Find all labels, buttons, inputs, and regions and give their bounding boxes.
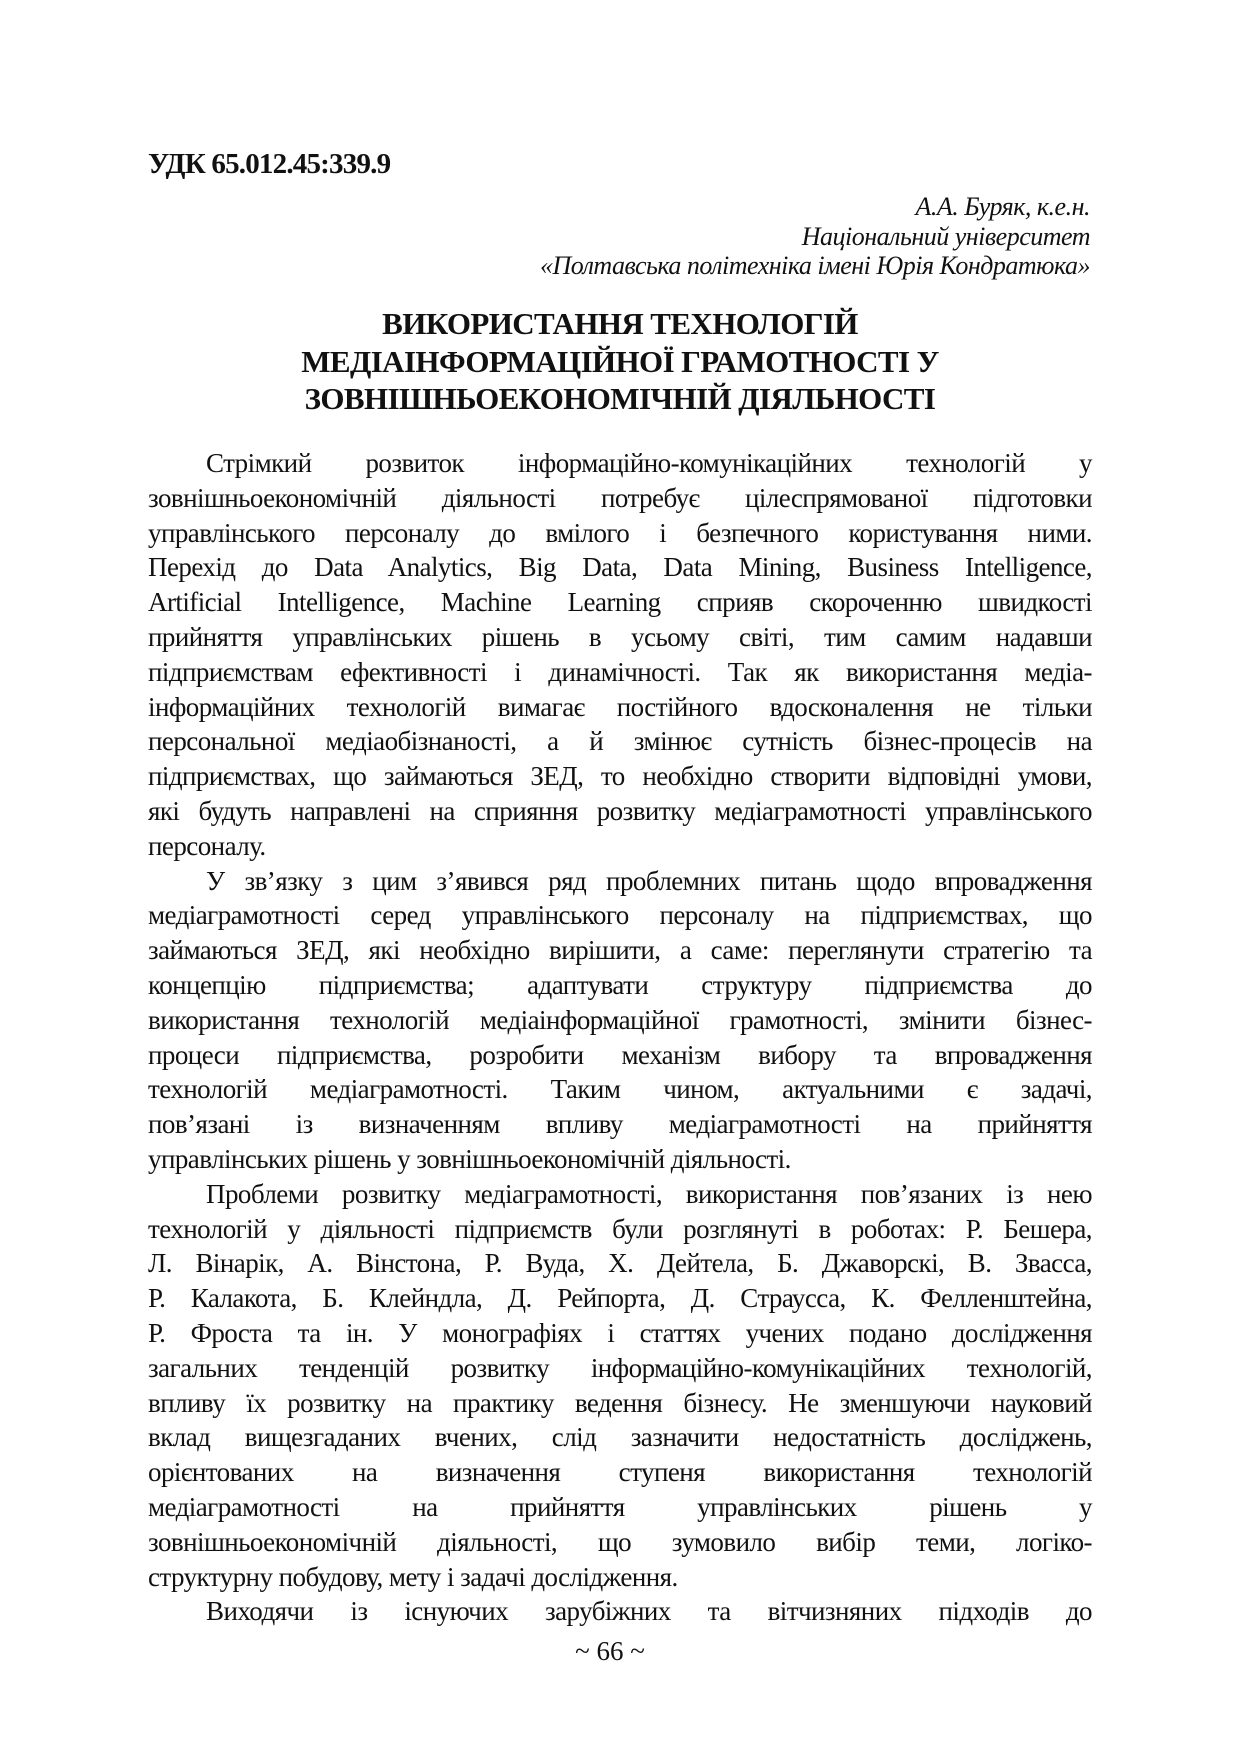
text-line: Стрімкий розвиток інформаційно-комунікаційних технологій у — [206, 448, 1092, 478]
author-name: А.А. Буряк, к.е.н. — [915, 192, 1090, 221]
author-affiliation-university: «Полтавська політехніка імені Юрія Кондратюка» — [539, 251, 1090, 280]
text-line: медіаграмотності на прийняття управлінських рішень у — [148, 1491, 1092, 1522]
text-line: орієнтованих на визначення ступеня використання технологій — [148, 1457, 1092, 1488]
text-line: Л. Вінарік, А. Вінстона, Р. Вуда, Х. Дейтела, Б. Джаворскі, В. Звасса, — [148, 1248, 1092, 1279]
title-line: МЕДІАІНФОРМАЦІЙНОЇ ГРАМОТНОСТІ У — [301, 343, 939, 379]
udc-code: УДК 65.012.45:339.9 — [148, 148, 391, 180]
text-line: вклад вищезгаданих вчених, слід зазначити недостатність досліджень, — [148, 1422, 1092, 1453]
page-number: ~ 66 ~ — [575, 1636, 645, 1666]
text-line: У зв’язку з цим з’явився ряд проблемних питань щодо впровадження — [206, 865, 1092, 896]
text-line: загальних тенденцій розвитку інформаційно-комунікаційних технологій, — [148, 1352, 1092, 1383]
text-line: технологій у діяльності підприємств були розглянуті в роботах: Р. Бешера, — [148, 1213, 1092, 1244]
text-line: зовнішньоекономічній діяльності, що зумовило вибір теми, логіко- — [148, 1526, 1092, 1557]
text-line: Виходячи із існуючих зарубіжних та вітчизняних підходів до — [206, 1596, 1092, 1627]
text-line: підприємствам ефективності і динамічності. Так як використання медіа- — [148, 656, 1092, 687]
paragraph — [148, 864, 1092, 1177]
text-line: впливу їх розвитку на практику ведення бізнесу. Не зменшуючи науковий — [148, 1387, 1092, 1418]
title-line: ВИКОРИСТАННЯ ТЕХНОЛОГІЙ — [382, 306, 858, 341]
text-line: Artificial Intelligence, Machine Learning сприяв скороченню швидкості — [148, 587, 1092, 618]
paragraph — [148, 1177, 1092, 1595]
text-line: персональної медіаобізнаності, а й змінює сутність бізнес-процесів на — [148, 726, 1092, 757]
text-line: технологій медіаграмотності. Таким чином, актуальними є задачі, — [148, 1074, 1092, 1105]
text-line: управлінського персоналу до вмілого і безпечного користування ними. — [148, 517, 1092, 548]
paragraph — [148, 1594, 1092, 1629]
text-line: управлінських рішень у зовнішньоекономічній діяльності. — [148, 1143, 791, 1174]
text-line: займаються ЗЕД, які необхідно вирішити, а саме: переглянути стратегію та — [148, 935, 1092, 966]
author-block — [540, 192, 1090, 281]
text-line: медіаграмотності серед управлінського персоналу на підприємствах, що — [148, 900, 1092, 931]
text-line: Р. Калакота, Б. Клейндла, Д. Рейпорта, Д. Страусса, К. Фелленштейна, — [148, 1283, 1092, 1314]
text-line: підприємствах, що займаються ЗЕД, то необхідно створити відповідні умови, — [148, 761, 1092, 792]
text-line: інформаційних технологій вимагає постійного вдосконалення не тільки — [148, 691, 1092, 722]
article-title — [148, 305, 1092, 418]
text-line: концепцію підприємства; адаптувати структуру підприємства до — [148, 969, 1092, 1000]
article-body — [148, 446, 1092, 1629]
text-line: Перехід до Data Analytics, Big Data, Data Mining, Business Intelligence, — [148, 552, 1092, 583]
text-line: персоналу. — [148, 830, 266, 861]
text-line: використання технологій медіаінформаційної грамотності, змінити бізнес- — [148, 1004, 1092, 1035]
text-line: які будуть направлені на сприяння розвитку медіаграмотності управлінського — [148, 795, 1092, 826]
title-line: ЗОВНІШНЬОЕКОНОМІЧНІЙ ДІЯЛЬНОСТІ — [304, 381, 936, 416]
text-line: пов’язані із визначенням впливу медіаграмотності на прийняття — [148, 1109, 1092, 1140]
text-line: зовнішньоекономічній діяльності потребує цілеспрямованої підготовки — [148, 482, 1092, 513]
text-line: Р. Фроста та ін. У монографіях і статтях учених подано дослідження — [148, 1317, 1092, 1348]
paragraph — [148, 446, 1092, 864]
text-line: процеси підприємства, розробити механізм вибору та впровадження — [148, 1039, 1092, 1070]
author-affiliation: Національний університет — [801, 221, 1090, 251]
text-line: Проблеми розвитку медіаграмотності, використання пов’язаних із нею — [206, 1178, 1092, 1209]
text-line: прийняття управлінських рішень в усьому світі, тим самим надавши — [148, 621, 1092, 652]
text-line: структурну побудову, мету і задачі дослідження. — [148, 1561, 678, 1592]
